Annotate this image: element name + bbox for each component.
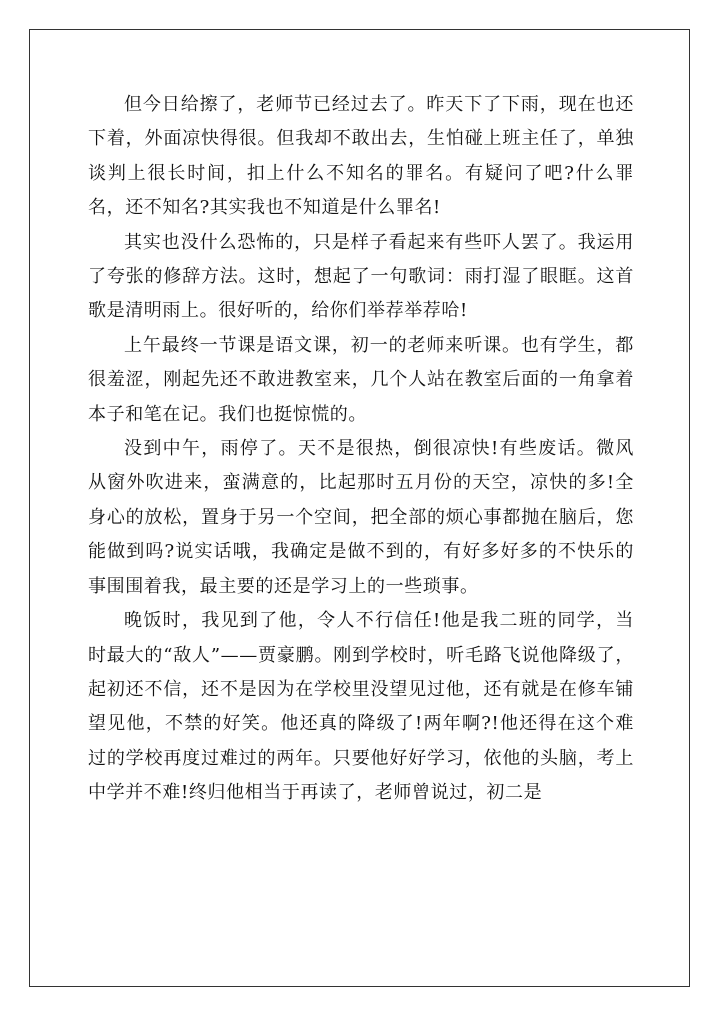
paragraph-1: 但今日给擦了，老师节已经过去了。昨天下了下雨，现在也还下着，外面凉快得很。但我却不敢出去，生怕碰上班主任了，单独谈判上很长时间，扣上什么不知名的罪名。有疑问了吧?什么罪名，还不知名?其实我也不知道是什么罪名!: [88, 94, 634, 219]
paragraph-3: 上午最终一节课是语文课，初一的老师来听课。也有学生，都很羞涩，刚起先还不敢进教室来，几个人站在教室后面的一角拿着本子和笔在记。我们也挺惊慌的。: [88, 334, 634, 425]
paragraph-2: 其实也没什么恐怖的，只是样子看起来有些吓人罢了。我运用了夸张的修辞方法。这时，想起了一句歌词：雨打湿了眼眶。这首歌是清明雨上。很好听的，给你们举荐举荐哈!: [88, 231, 634, 322]
paragraph-4: 没到中午，雨停了。天不是很热，倒很凉快!有些废话。微风从窗外吹进来，蛮满意的，比起那时五月份的天空，凉快的多!全身心的放松，置身于另一个空间，把全部的烦心事都抛在脑后，您能做到吗?说实话哦，我确定是做不到的，有好多好多的不快乐的事围围着我，最主要的还是学习上的一些琐事。: [88, 438, 634, 597]
paragraph-5: 晚饭时，我见到了他，令人不行信任!他是我二班的同学，当时最大的“敌人”——贾豪鹏。刚到学校时，听毛路飞说他降级了，起初还不信，还不是因为在学校里没望见过他，还有就是在修车铺望见他，不禁的好笑。他还真的降级了!两年啊?!他还得在这个难过的学校再度过难过的两年。只要他好好学习，依他的头脑，考上中学并不难!终归他相当于再读了，老师曾说过，初二是: [88, 610, 634, 804]
document-body: [88, 88, 634, 811]
